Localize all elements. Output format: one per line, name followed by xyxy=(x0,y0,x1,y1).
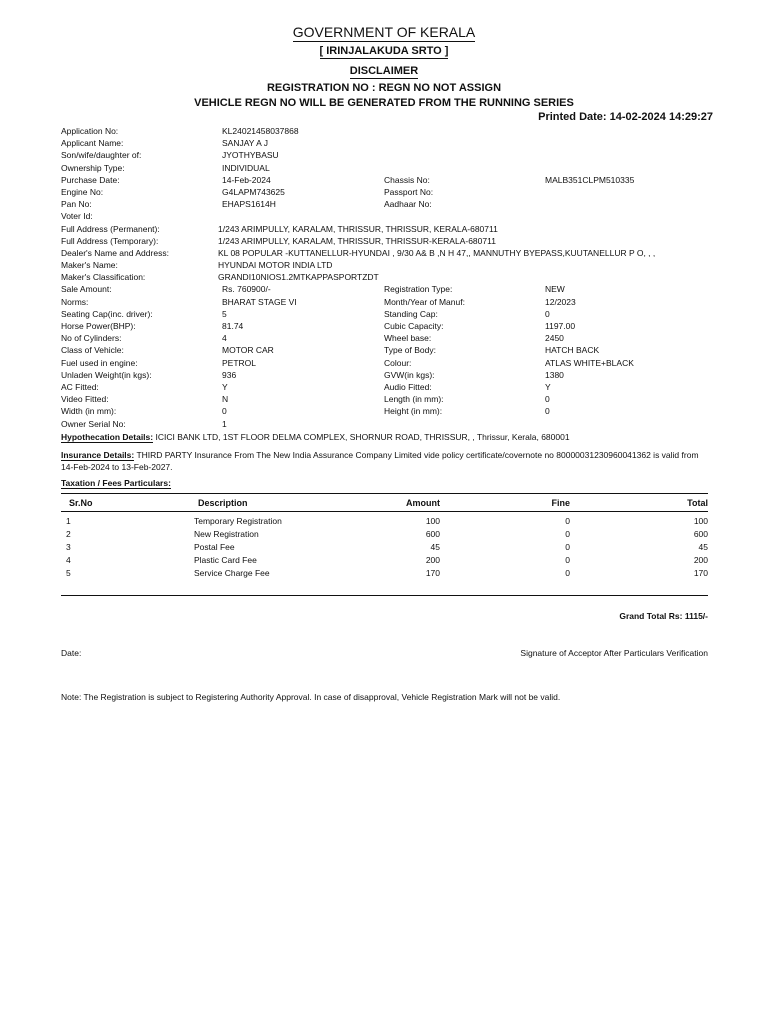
info-value: INDIVIDUAL xyxy=(222,162,270,173)
info-row xyxy=(61,296,711,308)
info-row xyxy=(61,332,711,344)
info-value: 1 xyxy=(222,418,227,429)
info-label: Length (in mm): xyxy=(384,394,444,405)
info-value: HATCH BACK xyxy=(545,345,600,356)
info-value: Y xyxy=(545,381,551,392)
info-row xyxy=(61,162,711,174)
printed-date: Printed Date: 14-02-2024 14:29:27 xyxy=(538,111,713,123)
cell-amount: 45 xyxy=(430,542,440,552)
info-row xyxy=(61,344,711,356)
info-value: 0 xyxy=(545,308,550,319)
hypothecation-details xyxy=(61,432,711,444)
info-value: 12/2023 xyxy=(545,296,576,307)
info-row xyxy=(61,259,711,271)
insurance-details xyxy=(61,450,711,473)
srto-name: [ IRINJALAKUDA SRTO ] xyxy=(319,45,449,57)
info-value: 5 xyxy=(222,308,227,319)
info-label: Pan No: xyxy=(61,199,92,210)
info-row xyxy=(61,125,711,137)
info-row xyxy=(61,393,711,405)
info-label: Ownership Type: xyxy=(61,162,125,173)
info-label: Month/Year of Manuf: xyxy=(384,296,465,307)
info-row xyxy=(61,405,711,417)
info-label: Class of Vehicle: xyxy=(61,345,124,356)
info-label: Passport No: xyxy=(384,186,434,197)
disapproval-note: Note: The Registration is subject to Registering Authority Approval. In case of disapproval, Vehicle Registration Mark will not be valid. xyxy=(61,692,561,702)
disclaimer-heading: DISCLAIMER xyxy=(349,65,419,77)
date-label: Date: xyxy=(61,648,82,658)
cell-srno: 3 xyxy=(66,542,71,552)
info-label: Engine No: xyxy=(61,186,104,197)
info-value: HYUNDAI MOTOR INDIA LTD xyxy=(218,260,333,271)
header-description: Description xyxy=(198,498,248,508)
cell-description: Postal Fee xyxy=(194,542,235,552)
series-note: VEHICLE REGN NO WILL BE GENERATED FROM THE RUNNING SERIES xyxy=(194,97,574,109)
header-fine: Fine xyxy=(551,498,570,508)
table-bottom-rule xyxy=(61,595,708,596)
registration-number: REGISTRATION NO : REGN NO NOT ASSIGN xyxy=(266,82,502,94)
vehicle-info xyxy=(61,125,711,430)
info-label: Height (in mm): xyxy=(384,406,443,417)
cell-srno: 4 xyxy=(66,555,71,565)
info-label: Full Address (Temporary): xyxy=(61,235,159,246)
info-label: Cubic Capacity: xyxy=(384,321,444,331)
info-label: Video Fitted: xyxy=(61,394,109,405)
government-title: GOVERNMENT OF KERALA xyxy=(292,24,476,40)
info-label: No of Cylinders: xyxy=(61,333,122,344)
info-row xyxy=(61,223,711,235)
info-label: Norms: xyxy=(61,296,89,307)
info-value: NEW xyxy=(545,284,565,295)
info-value: SANJAY A J xyxy=(222,138,268,149)
info-row xyxy=(61,271,711,283)
info-value: 1380 xyxy=(545,369,564,380)
info-label: Sale Amount: xyxy=(61,284,112,295)
info-label: Seating Cap(inc. driver): xyxy=(61,308,153,319)
info-value: MOTOR CAR xyxy=(222,345,274,356)
info-label: Wheel base: xyxy=(384,333,432,344)
info-row xyxy=(61,381,711,393)
insurance-text: THIRD PARTY Insurance From The New India Assurance Company Limited vide policy certificate/covernote no 80000031230960041362 is valid from 14-Feb-2024 to 13-Feb-2027. xyxy=(61,450,699,472)
info-value: 0 xyxy=(545,406,550,417)
table-row xyxy=(61,514,708,527)
header-amount: Amount xyxy=(406,498,440,508)
info-value: Y xyxy=(222,381,228,392)
header-srno: Sr.No xyxy=(69,498,93,508)
cell-total: 170 xyxy=(693,568,708,578)
info-value: ATLAS WHITE+BLACK xyxy=(545,357,634,368)
info-value: N xyxy=(222,394,229,405)
info-label: Purchase Date: xyxy=(61,174,120,185)
cell-amount: 170 xyxy=(425,568,440,578)
info-label: Width (in mm): xyxy=(61,406,117,417)
cell-srno: 5 xyxy=(66,568,71,578)
info-value: JYOTHYBASU xyxy=(222,150,279,161)
info-value: 1197.00 xyxy=(545,321,576,331)
info-row xyxy=(61,418,711,430)
info-value: 0 xyxy=(545,394,550,405)
info-row xyxy=(61,235,711,247)
table-top-rule xyxy=(61,493,708,494)
info-label: Full Address (Permanent): xyxy=(61,223,160,234)
header-total: Total xyxy=(687,498,708,508)
info-value: 2450 xyxy=(545,333,564,344)
cell-fine: 0 xyxy=(565,516,570,526)
taxation-heading xyxy=(61,478,711,490)
cell-total: 100 xyxy=(693,516,708,526)
info-row xyxy=(61,369,711,381)
cell-total: 200 xyxy=(693,555,708,565)
table-row xyxy=(61,566,708,579)
info-row xyxy=(61,283,711,295)
info-row xyxy=(61,174,711,186)
info-label: Type of Body: xyxy=(384,345,436,356)
info-row xyxy=(61,308,711,320)
info-value: 14-Feb-2024 xyxy=(222,174,271,185)
info-value: 1/243 ARIMPULLY, KARALAM, THRISSUR, THRISSUR, KERALA-680711 xyxy=(218,223,498,234)
info-value: KL 08 POPULAR -KUTTANELLUR-HYUNDAI , 9/30 A& B ,N H 47,, MANNUTHY BYEPASS,KUUTANELLUR P O, , , xyxy=(218,247,656,258)
cell-fine: 0 xyxy=(565,568,570,578)
info-label: Fuel used in engine: xyxy=(61,357,138,368)
info-value: GRANDI10NIOS1.2MTKAPPASPORTZDT xyxy=(218,272,379,283)
taxation-label: Taxation / Fees Particulars: xyxy=(61,478,171,488)
cell-amount: 100 xyxy=(425,516,440,526)
info-value: 4 xyxy=(222,333,227,344)
info-label: Dealer's Name and Address: xyxy=(61,247,169,258)
table-header xyxy=(61,496,708,510)
info-label: Maker's Name: xyxy=(61,260,118,271)
info-label: Son/wife/daughter of: xyxy=(61,150,142,161)
info-label: AC Fitted: xyxy=(61,381,99,392)
cell-srno: 1 xyxy=(66,516,71,526)
info-value: 936 xyxy=(222,369,237,380)
info-label: GVW(in kgs): xyxy=(384,369,435,380)
info-value: BHARAT STAGE VI xyxy=(222,296,297,307)
cell-fine: 0 xyxy=(565,529,570,539)
cell-total: 45 xyxy=(698,542,708,552)
info-value: MALB351CLPM510335 xyxy=(545,174,635,185)
cell-fine: 0 xyxy=(565,542,570,552)
table-row xyxy=(61,527,708,540)
insurance-label: Insurance Details: xyxy=(61,450,135,460)
table-row xyxy=(61,540,708,553)
info-label: Applicant Name: xyxy=(61,138,124,149)
info-row xyxy=(61,210,711,222)
cell-srno: 2 xyxy=(66,529,71,539)
info-value: 81.74 xyxy=(222,321,244,331)
info-label: Owner Serial No: xyxy=(61,418,126,429)
info-label: Audio Fitted: xyxy=(384,381,432,392)
info-row xyxy=(61,357,711,369)
table-row xyxy=(61,553,708,566)
info-value: 0 xyxy=(222,406,227,417)
info-value: Rs. 760900/- xyxy=(222,284,271,295)
info-label: Standing Cap: xyxy=(384,308,438,319)
info-label: Colour: xyxy=(384,357,412,368)
info-value: PETROL xyxy=(222,357,257,368)
cell-description: Temporary Registration xyxy=(194,516,282,526)
info-row xyxy=(61,247,711,259)
fees-table xyxy=(61,496,708,579)
info-label: Voter Id: xyxy=(61,211,93,222)
info-label: Registration Type: xyxy=(384,284,453,295)
info-row xyxy=(61,149,711,161)
cell-total: 600 xyxy=(693,529,708,539)
info-value: G4LAPM743625 xyxy=(222,186,285,197)
cell-amount: 200 xyxy=(425,555,440,565)
info-row xyxy=(61,320,711,332)
info-label: Application No: xyxy=(61,126,119,136)
info-label: Chassis No: xyxy=(384,174,430,185)
info-row xyxy=(61,186,711,198)
cell-description: Service Charge Fee xyxy=(194,568,270,578)
cell-description: Plastic Card Fee xyxy=(194,555,257,565)
cell-amount: 600 xyxy=(425,529,440,539)
info-label: Aadhaar No: xyxy=(384,199,432,210)
cell-description: New Registration xyxy=(194,529,259,539)
info-label: Unladen Weight(in kgs): xyxy=(61,369,152,380)
grand-total: Grand Total Rs: 1115/- xyxy=(619,611,708,621)
info-row xyxy=(61,137,711,149)
info-value: KL24021458037868 xyxy=(222,126,299,136)
info-label: Maker's Classification: xyxy=(61,272,146,283)
signature-label: Signature of Acceptor After Particulars Verification xyxy=(520,648,708,658)
info-value: 1/243 ARIMPULLY, KARALAM, THRISSUR, THRISSUR-KERALA-680711 xyxy=(218,235,496,246)
cell-fine: 0 xyxy=(565,555,570,565)
info-label: Horse Power(BHP): xyxy=(61,321,136,331)
info-row xyxy=(61,198,711,210)
hypothecation-text: ICICI BANK LTD, 1ST FLOOR DELMA COMPLEX, SHORNUR ROAD, THRISSUR, , Thrissur, Kerala, 680001 xyxy=(153,432,570,442)
hypothecation-label: Hypothecation Details: xyxy=(61,432,154,442)
info-value: EHAPS1614H xyxy=(222,199,276,210)
